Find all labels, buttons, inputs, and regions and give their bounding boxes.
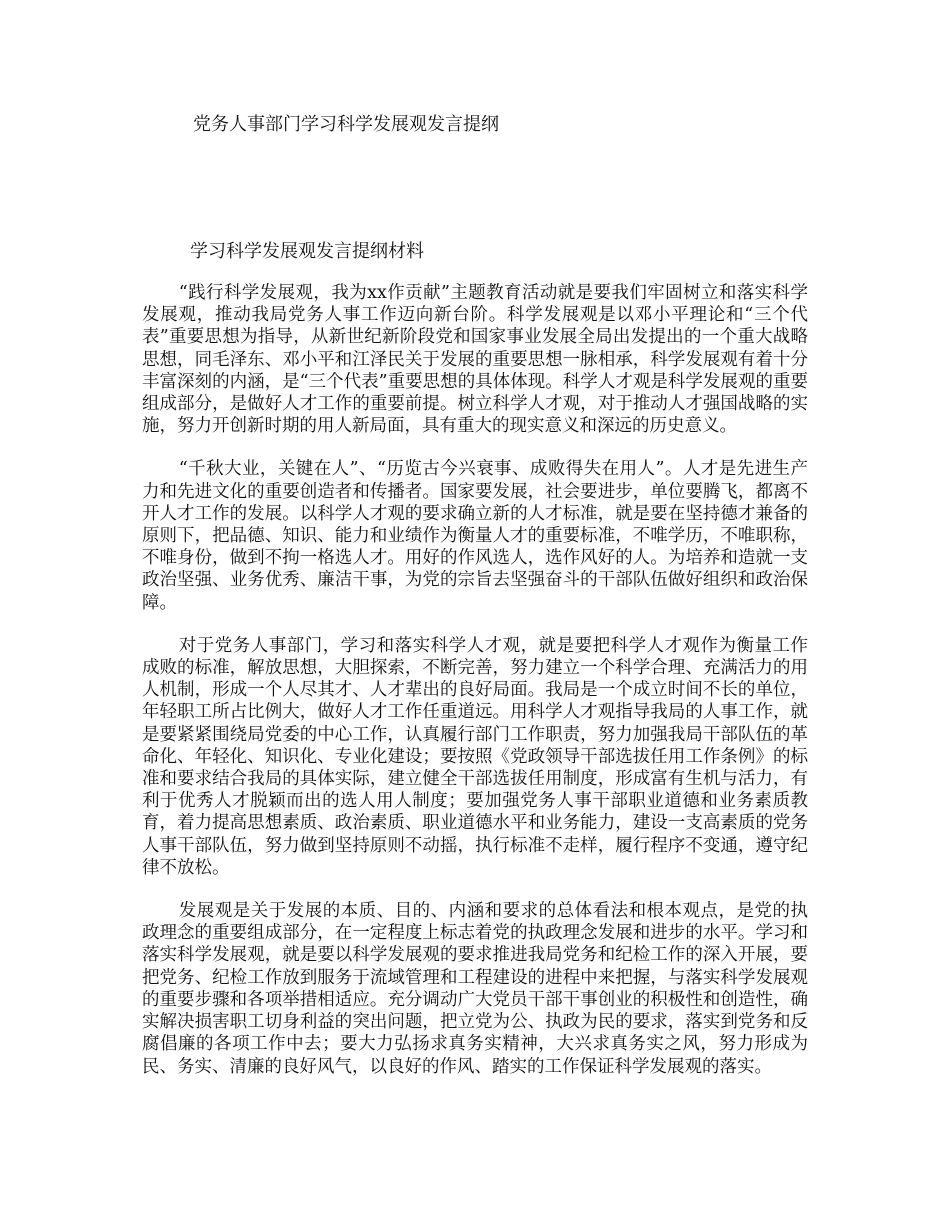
paragraph-4: 发展观是关于发展的本质、目的、内涵和要求的总体看法和根本观点，是党的执政理念的重要组成部分，在一定程度上标志着党的执政理念发展和进步的水平。学习和落实科学发展观，就是要以科学发展观的要求推进我局党务和纪检工作的深入开展，要把党务、纪检工作放到服务于流域管理和工程建设的进程中来把握，与落实科学发展观的重要步骤和各项举措相适应。充分调动广大党员干部干事创业的积极性和创造性，确实解决损害职工切身利益的突出问题，把立党为公、执政为民的要求，落实到党务和反腐倡廉的各项工作中去；要大力弘扬求真务实精神，大兴求真务实之风，努力形成为民、务实、清廉的良好风气，以良好的作风、踏实的工作保证科学发展观的落实。 (142, 901, 808, 1077)
document-title: 党务人事部门学习科学发展观发言提纲 (193, 114, 499, 135)
paragraph-3: 对于党务人事部门，学习和落实科学人才观，就是要把科学人才观作为衡量工作成败的标准，解放思想，大胆探索，不断完善，努力建立一个科学合理、充满活力的用人机制，形成一个人尽其才、人才辈出的良好局面。我局是一个成立时间不长的单位，年轻职工所占比例大，做好人才工作任重道远。用科学人才观指导我局的人事工作，就是要紧紧围绕局党委的中心工作，认真履行部门工作职责，努力加强我局干部队伍的革命化、年轻化、知识化、专业化建设；要按照《党政领导干部选拔任用工作条例》的标准和要求结合我局的具体实际，建立健全干部选拔任用制度，形成富有生机与活力，有利于优秀人才脱颖而出的选人用人制度；要加强党务人事干部职业道德和业务素质教育，着力提高思想素质、政治素质、职业道德水平和业务能力，建设一支高素质的党务人事干部队伍，努力做到坚持原则不动摇，执行标准不走样，履行程序不变通，遵守纪律不放松。 (142, 635, 808, 878)
document-subtitle: 学习科学发展观发言提纲材料 (190, 241, 424, 262)
paragraph-2: “千秋大业，关键在人”、“历览古今兴衰事、成败得失在用人”。人才是先进生产力和先进文化的重要创造者和传播者。国家要发展，社会要进步，单位要腾飞，都离不开人才工作的发展。以科学人才观的要求确立新的人才标准，就是要在坚持德才兼备的原则下，把品德、知识、能力和业绩作为衡量人才的重要标准，不唯学历，不唯职称，不唯身份，做到不拘一格选人才。用好的作风选人，选作风好的人。为培养和造就一支政治坚强、业务优秀、廉洁干事，为党的宗旨去坚强奋斗的干部队伍做好组织和政治保障。 (142, 459, 808, 613)
document-body (142, 282, 808, 1099)
paragraph-1: “践行科学发展观，我为xx作贡献”主题教育活动就是要我们牢固树立和落实科学发展观，推动我局党务人事工作迈向新台阶。科学发展观是以邓小平理论和“三个代表”重要思想为指导，从新世纪新阶段党和国家事业发展全局出发提出的一个重大战略思想，同毛泽东、邓小平和江泽民关于发展的重要思想一脉相承，科学发展观有着十分丰富深刻的内涵，是“三个代表”重要思想的具体体现。科学人才观是科学发展观的重要组成部分，是做好人才工作的重要前提。树立科学人才观，对于推动人才强国战略的实施，努力开创新时期的用人新局面，具有重大的现实意义和深远的历史意义。 (142, 283, 808, 437)
